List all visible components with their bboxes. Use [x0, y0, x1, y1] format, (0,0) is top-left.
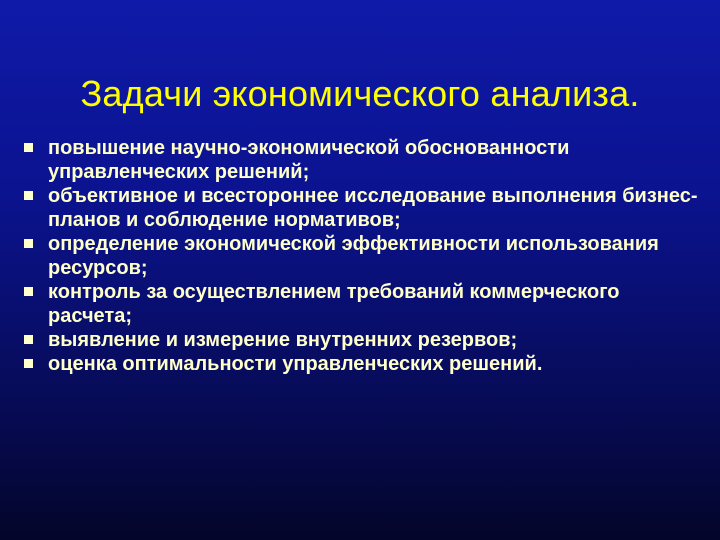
square-bullet-icon: [24, 335, 33, 344]
bullet-text: контроль за осуществлением требований коммерческого расчета;: [48, 281, 620, 327]
square-bullet-icon: [24, 191, 33, 200]
bullet-text: повышение научно-экономической обоснованности управленческих решений;: [48, 137, 570, 183]
list-item: [22, 232, 702, 280]
list-item: [22, 280, 702, 328]
bullet-text: объективное и всестороннее исследование выполнения бизнес-планов и соблюдение нормативов;: [48, 185, 698, 231]
list-item: [22, 184, 702, 232]
square-bullet-icon: [24, 143, 33, 152]
square-bullet-icon: [24, 239, 33, 248]
list-item: [22, 328, 702, 352]
square-bullet-icon: [24, 359, 33, 368]
bullet-text: выявление и измерение внутренних резервов;: [48, 329, 518, 351]
list-item: [22, 352, 702, 376]
square-bullet-icon: [24, 287, 33, 296]
bullet-text: определение экономической эффективности использования ресурсов;: [48, 233, 659, 279]
bullet-text: оценка оптимальности управленческих решений.: [48, 353, 543, 375]
list-item: [22, 136, 702, 184]
slide-title: Задачи экономического анализа.: [80, 73, 640, 115]
bullet-list: [22, 136, 702, 376]
